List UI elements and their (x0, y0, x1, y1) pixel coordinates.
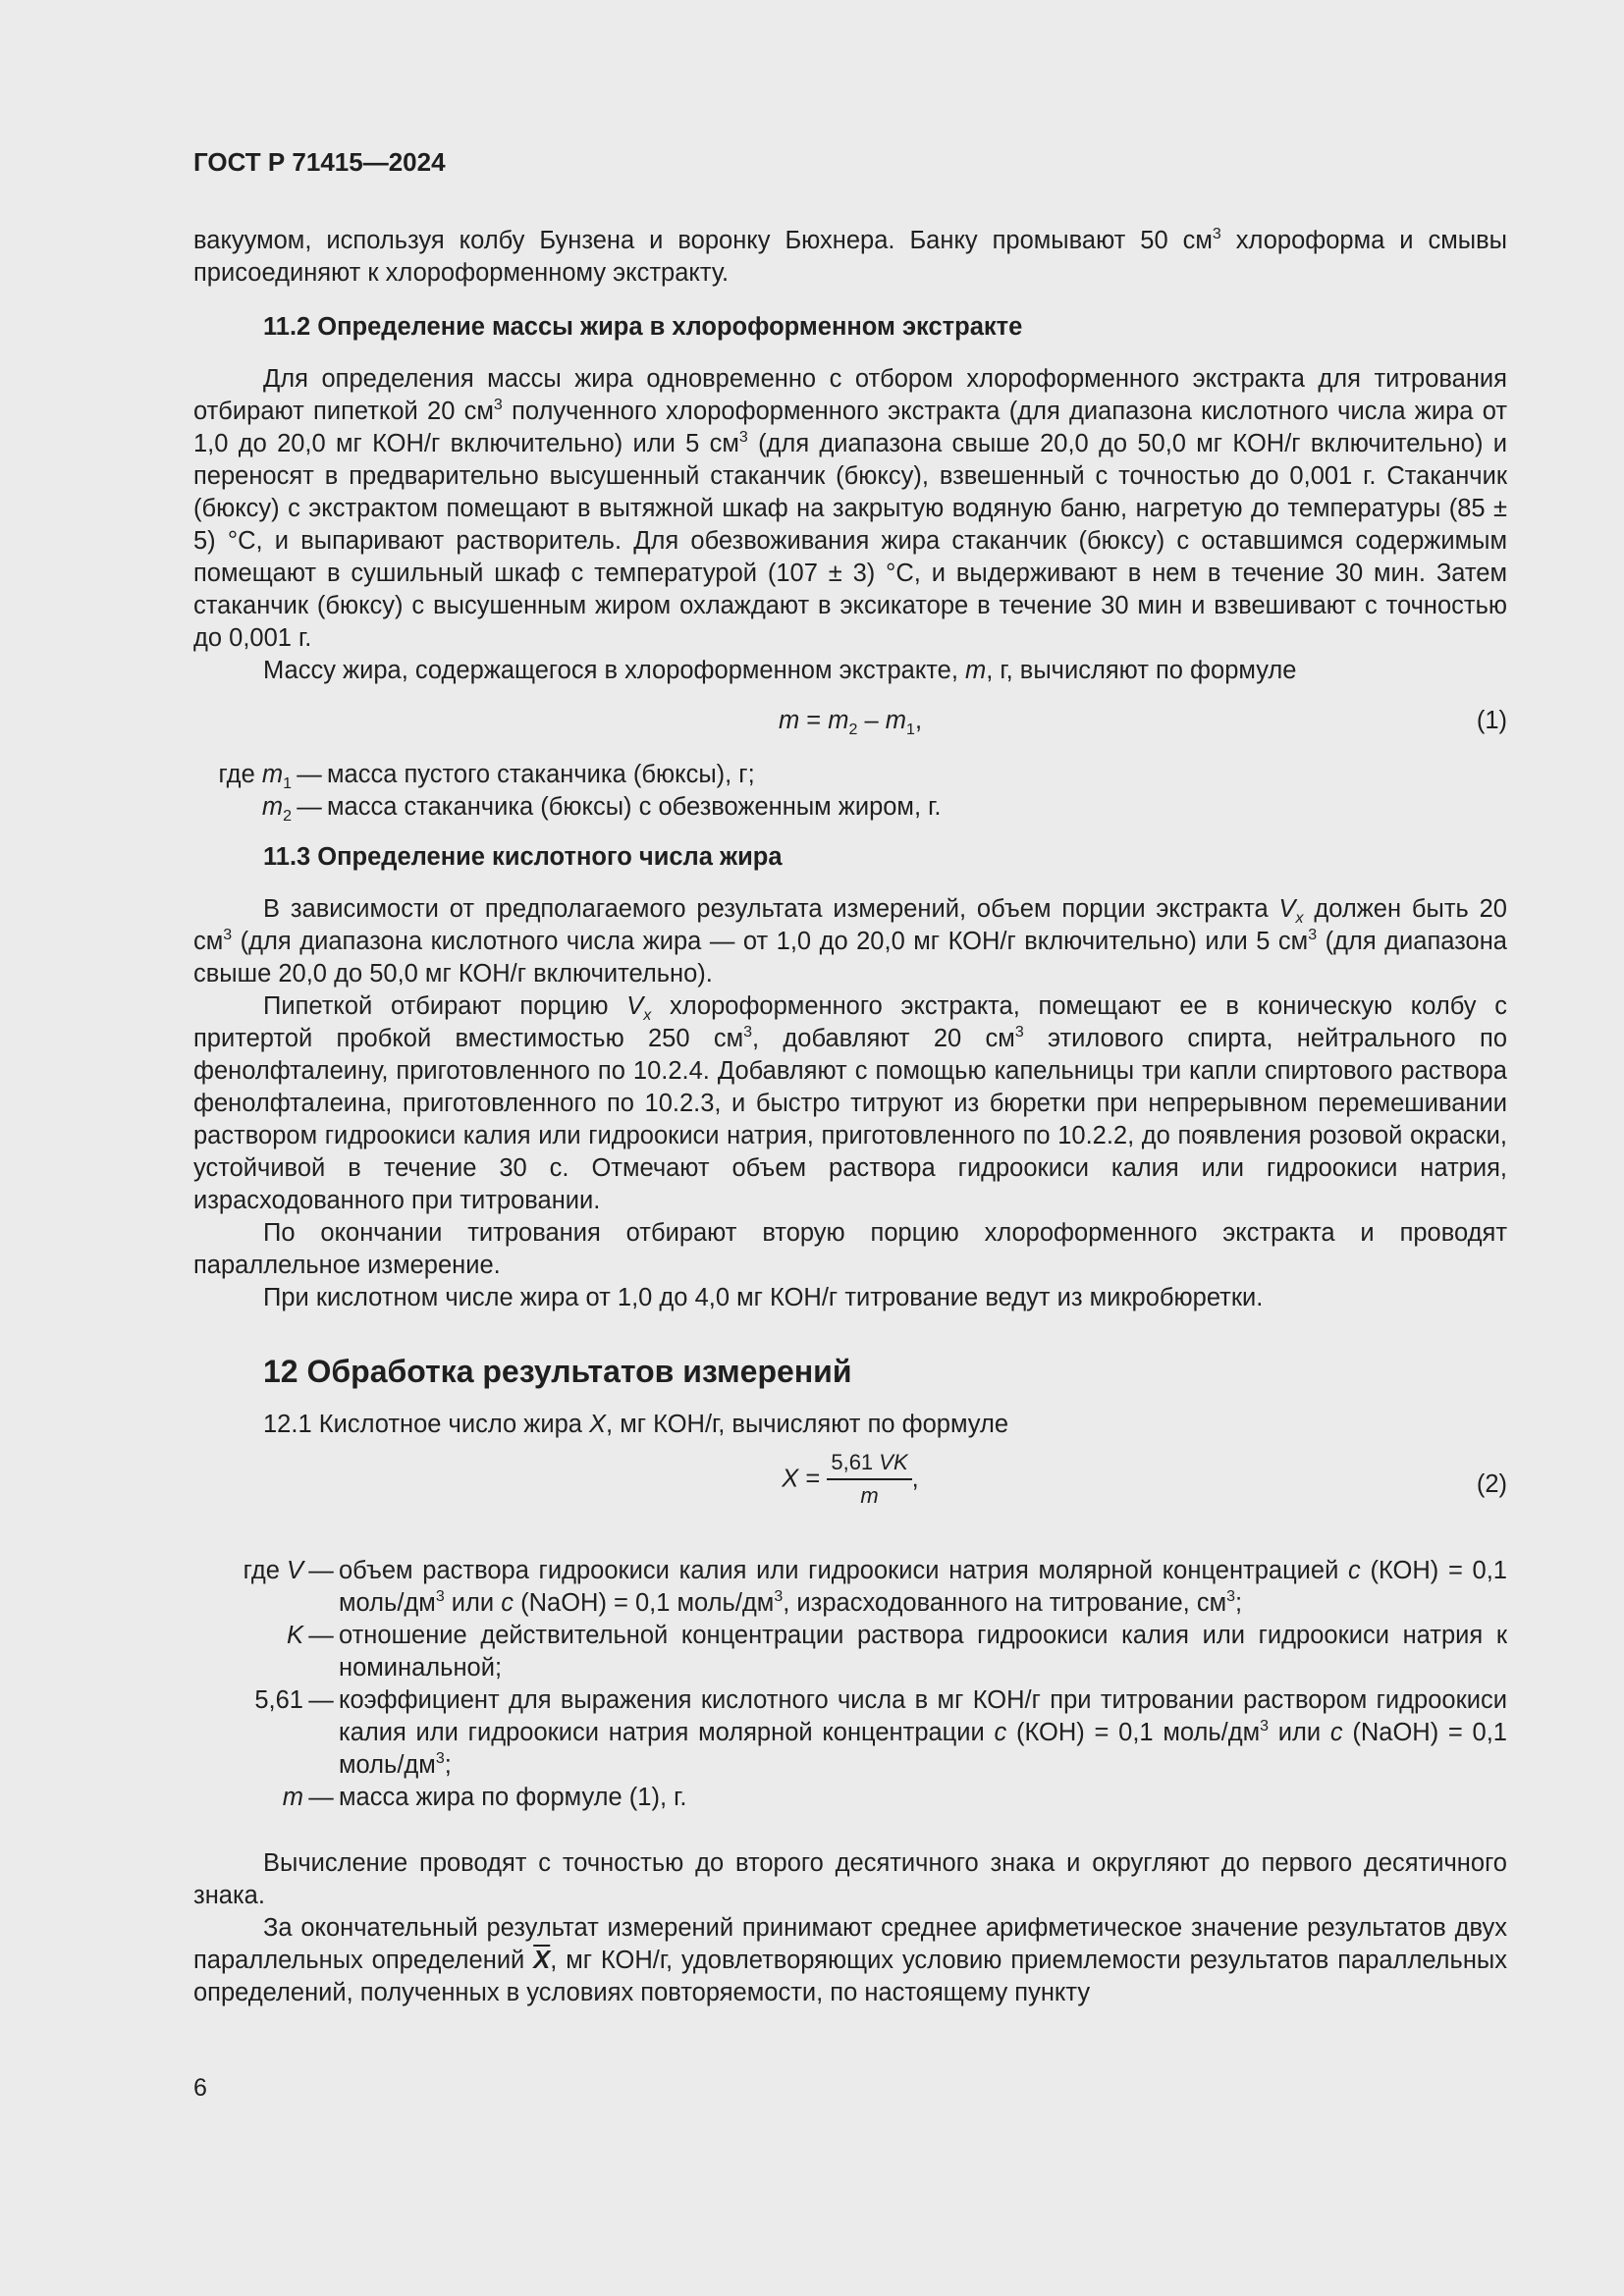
document-body (193, 225, 1507, 2009)
section-11-2-heading: 11.2 Определение массы жира в хлороформенном экстракте (263, 313, 1023, 341)
section-12-paragraph-2: Вычисление проводят с точностью до второго десятичного знака и округляют до первого десятичного знака. (193, 1849, 1507, 1909)
section-12-paragraph-3: За окончательный результат измерений принимают среднее арифметическое значение результатов двух параллельных определений $\overline{X}$, мг КОН/г, удовлетворяющих условию приемлемости результатов параллельных определений, полученных в условиях повторяемости, по настоящему пункту (193, 1914, 1507, 2006)
definition-row: 5,61 — коэффициент для выражения кислотного числа в мг КОН/г при титровании раствором гидроокиси калия или гидроокиси натрия молярной концентрации c (КОН) = 0,1 моль/$дм^3$ или c (NaOH) = 0,1 моль/$дм^3$; (254, 1686, 1507, 1779)
definition-row: где V — объем раствора гидроокиси калия или гидроокиси натрия молярной концентрацией c (КОН) = 0,1 моль/$дм^3$ или c (NaOH) = 0,1 моль/$дм^3$, израсходованного на титрование, $см^3$; (243, 1557, 1507, 1617)
section-11-3-paragraph-4: При кислотном числе жира от 1,0 до 4,0 мг КОН/г титрование ведут из микробюретки. (263, 1284, 1264, 1311)
formula-2-fraction (827, 1447, 911, 1512)
section-11-3-heading: 11.3 Определение кислотного числа жира (263, 843, 783, 871)
formula-2 (193, 1447, 1507, 1525)
formula-1 (193, 705, 1507, 737)
formula-2-numerator: 5,61 VK (827, 1447, 911, 1480)
definition-row: где $m_1$ — масса пустого стаканчика (бюксы), г; (218, 761, 755, 792)
section-11-3-paragraph-2: Пипеткой отбирают порцию $V_x$ хлороформенного экстракта, помещают ее в коническую колбу с притертой пробкой вместимостью 250 $см^3$, добавляют 20 $см^3$ этилового спирта, нейтрального по фенолфталеину, приготовленного по 10.2.4. Добавляют с помощью капельницы три капли спиртового раствора фенолфталеина, приготовленного по 10.2.3, и быстро титруют из бюретки при непрерывном перемешивании раствором гидроокиси калия или гидроокиси натрия, приготовленного по 10.2.2, до появления розовой окраски, устойчивой в течение 30 с. Отмечают объем раствора гидроокиси калия или гидроокиси натрия, израсходованного при титровании. (193, 992, 1508, 1214)
section-11-3-paragraph-3: По окончании титрования отбирают вторую порцию хлороформенного экстракта и проводят параллельное измерение. (193, 1219, 1507, 1279)
definition-row: $m_2$ — масса стаканчика (бюксы) с обезвоженным жиром, г. (261, 793, 942, 825)
definition-row: K — отношение действительной концентрации раствора гидроокиси калия или гидроокиси натрия к номинальной; (286, 1622, 1507, 1682)
section-11-2-paragraph-2: Массу жира, содержащегося в хлороформенном экстракте, m, г, вычисляют по формуле (263, 657, 1297, 684)
section-12-heading: 12 Обработка результатов измерений (263, 1354, 852, 1389)
formula-2-denominator: m (860, 1483, 879, 1508)
formula-2-expression: X = $\frac{5,61 VK}{m}$ , (193, 1447, 1507, 1512)
section-12-paragraph-1: 12.1 Кислотное число жира X, мг КОН/г, вычисляют по формуле (263, 1411, 1009, 1438)
definition-row: m — масса жира по формуле (1), г. (282, 1784, 687, 1811)
formula-1-number: (1) (1476, 707, 1507, 734)
intro-paragraph: вакуумом, используя колбу Бунзена и воронку Бюхнера. Банку промывают 50 $см^3$ хлороформа и смывы присоединяют к хлороформенному экстракту. (193, 226, 1507, 287)
formula-2-definitions (193, 1555, 1507, 1814)
document-code: ГОСТ Р 71415—2024 (193, 147, 446, 177)
section-11-2-paragraph-1: Для определения массы жира одновременно с отбором хлороформенного экстракта для титрования отбирают пипеткой 20 $см^3$ полученного хлороформенного экстракта (для диапазона кислотного числа жира от 1,0 до 20,0 мг КОН/г включительно) или 5 $см^3$ (для диапазона свыше 20,0 до 50,0 мг КОН/г включительно) и переносят в предварительно высушенный стаканчик (бюксу), взвешенный с точностью до 0,001 г. Стаканчик (бюксу) с экстрактом помещают в вытяжной шкаф на закрытую водяную баню, нагретую до температуры (85 ± 5) °С, и выпаривают растворитель. Для обезвоживания жира стаканчик (бюксу) с оставшимся содержимым помещают в сушильный шкаф с температурой (107 ± 3) °С, и выдерживают в нем в течение 30 мин. Затем стаканчик (бюксу) с высушенным жиром охлаждают в эксикаторе в течение 30 мин и взвешивают с точностью до 0,001 г. (193, 365, 1508, 652)
formula-1-definitions (193, 759, 1507, 824)
page-number: 6 (193, 2074, 207, 2102)
section-11-3-paragraph-1: В зависимости от предполагаемого результата измерений, объем порции экстракта $V_x$ должен быть 20 $см^3$ (для диапазона кислотного числа жира — от 1,0 до 20,0 мг КОН/г включительно) или 5 $см^3$ (для диапазона свыше 20,0 до 50,0 мг КОН/г включительно). (193, 895, 1507, 988)
formula-1-expression: $m = m_2 - m_1$, (778, 707, 923, 738)
formula-2-number: (2) (1476, 1470, 1507, 1498)
